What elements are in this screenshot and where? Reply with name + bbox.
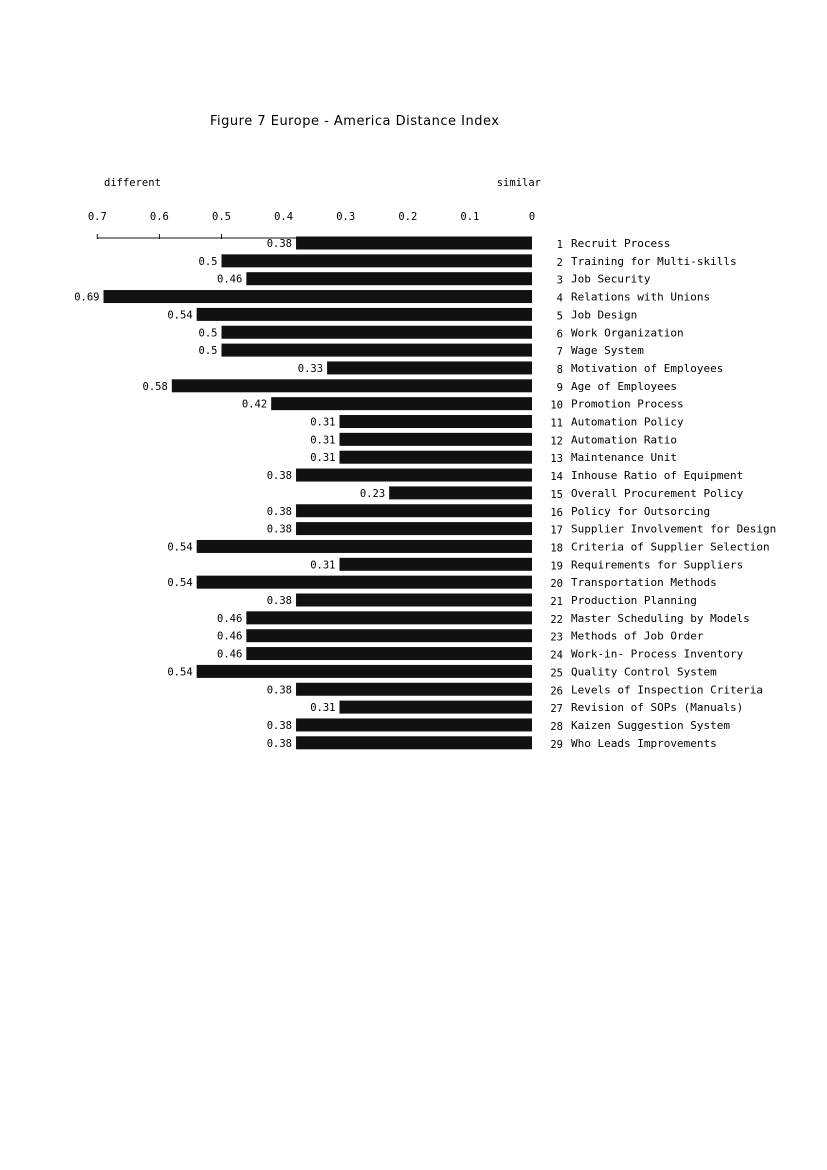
bar-value-label: 0.38 — [266, 470, 293, 483]
bar — [197, 576, 532, 589]
bar — [296, 718, 532, 731]
row-index: 15 — [550, 488, 563, 501]
row-index: 9 — [556, 381, 563, 394]
row-index: 26 — [550, 685, 563, 698]
bar-value-label: 0.38 — [266, 684, 293, 697]
category-label: Inhouse Ratio of Equipment — [571, 469, 744, 483]
row-index: 20 — [550, 578, 563, 591]
category-label: Job Design — [571, 308, 638, 322]
row-index: 28 — [550, 720, 563, 733]
bar-value-label: 0.38 — [266, 737, 293, 750]
bar-value-label: 0.31 — [310, 416, 336, 429]
bar — [197, 540, 532, 553]
bar-value-label: 0.5 — [198, 255, 218, 268]
bar — [339, 433, 532, 446]
tick-label: 0 — [528, 211, 536, 223]
category-label: Criteria of Supplier Selection — [571, 540, 770, 554]
category-label: Requirements for Suppliers — [571, 558, 744, 572]
bar — [246, 272, 532, 285]
category-label: Work Organization — [571, 326, 684, 340]
category-label: Who Leads Improvements — [571, 736, 717, 750]
bar-value-label: 0.54 — [167, 666, 193, 679]
bar — [296, 504, 532, 517]
bar-value-label: 0.46 — [217, 630, 243, 643]
bar-value-label: 0.5 — [198, 345, 218, 358]
category-label: Kaizen Suggestion System — [571, 718, 730, 732]
category-label: Age of Employees — [571, 379, 677, 393]
category-label: Training for Multi-skills — [571, 254, 737, 268]
row-index: 2 — [556, 256, 563, 269]
bar — [296, 237, 532, 250]
bar — [327, 361, 532, 374]
row-index: 29 — [550, 738, 563, 751]
category-label: Transportation Methods — [571, 576, 717, 590]
category-label: Overall Procurement Policy — [571, 486, 744, 500]
bar — [296, 736, 532, 749]
row-index: 6 — [556, 328, 563, 341]
bar-value-label: 0.5 — [198, 327, 218, 340]
category-label: Quality Control System — [571, 665, 717, 679]
bar-value-label: 0.33 — [297, 362, 324, 375]
tick-label: 0.1 — [460, 211, 480, 223]
category-label: Promotion Process — [571, 397, 684, 411]
row-index: 25 — [550, 667, 563, 680]
axis-label-different: different — [104, 177, 161, 189]
bar-value-label: 0.54 — [167, 309, 193, 322]
bar-value-label: 0.69 — [74, 291, 100, 304]
tick-label: 0.6 — [149, 211, 169, 223]
category-label: Recruit Process — [571, 237, 671, 250]
category-label: Motivation of Employees — [571, 361, 724, 375]
bar — [296, 522, 532, 535]
bar-value-label: 0.46 — [217, 612, 243, 625]
tick-label: 0.2 — [398, 211, 418, 223]
bar-value-label: 0.38 — [266, 238, 293, 250]
category-label: Automation Ratio — [571, 433, 677, 447]
row-index: 22 — [550, 613, 563, 626]
bar-value-label: 0.38 — [266, 523, 293, 536]
row-index: 19 — [550, 560, 563, 573]
row-index: 11 — [550, 417, 563, 430]
bar — [339, 701, 532, 714]
bar-value-label: 0.54 — [167, 577, 193, 590]
row-index: 12 — [550, 435, 563, 448]
row-index: 8 — [556, 363, 563, 376]
bar-value-label: 0.31 — [310, 702, 336, 715]
bar — [104, 290, 532, 303]
axis-label-similar: similar — [496, 177, 541, 189]
row-index: 18 — [550, 542, 563, 555]
row-index: 17 — [550, 524, 563, 537]
category-label: Relations with Unions — [571, 290, 711, 304]
category-label: Master Scheduling by Models — [571, 611, 750, 625]
bar-value-label: 0.38 — [266, 595, 293, 607]
row-index: 7 — [556, 346, 563, 359]
bar-value-label: 0.23 — [359, 487, 386, 500]
row-index: 24 — [550, 649, 563, 662]
row-index: 13 — [550, 453, 563, 466]
row-index: 27 — [550, 703, 563, 716]
bar-value-label: 0.54 — [167, 541, 193, 554]
row-index: 23 — [550, 631, 563, 644]
category-label: Methods of Job Order — [571, 629, 704, 643]
bar-value-label: 0.31 — [310, 434, 336, 447]
bar — [339, 451, 532, 464]
category-label: Wage System — [571, 344, 644, 358]
bar-value-label: 0.42 — [241, 398, 268, 411]
tick-label: 0.3 — [336, 211, 356, 223]
bar-value-label: 0.46 — [217, 648, 243, 661]
row-index: 4 — [556, 292, 563, 305]
bar-value-label: 0.58 — [142, 380, 168, 393]
category-label: Policy for Outsorcing — [571, 504, 711, 518]
bar — [296, 683, 532, 696]
row-index: 14 — [550, 471, 563, 484]
bar — [339, 415, 532, 428]
x-axis-ticks — [88, 211, 535, 239]
bar — [222, 254, 533, 267]
category-label: Supplier Involvement for Design — [571, 522, 777, 536]
bar — [197, 665, 532, 678]
category-label: Automation Policy — [571, 415, 684, 429]
row-index: 16 — [550, 506, 563, 519]
category-label: Maintenance Unit — [571, 451, 677, 465]
bar — [389, 486, 532, 499]
bar — [222, 326, 533, 339]
row-index: 3 — [556, 274, 563, 287]
tick-label: 0.5 — [212, 211, 231, 223]
row-index: 21 — [550, 596, 563, 608]
category-label: Production Planning — [571, 594, 697, 607]
bar — [271, 397, 532, 410]
bar-value-label: 0.38 — [266, 505, 293, 518]
bar — [172, 379, 532, 392]
row-index: 10 — [550, 399, 563, 412]
row-index: 1 — [556, 239, 563, 251]
bar — [339, 558, 532, 571]
bar — [296, 594, 532, 607]
bar-value-label: 0.31 — [310, 452, 336, 465]
bar — [197, 308, 532, 321]
bar — [296, 469, 532, 482]
tick-label: 0.7 — [87, 211, 107, 223]
bar — [246, 629, 532, 642]
bar — [246, 611, 532, 624]
category-label: Work-in- Process Inventory — [571, 647, 744, 661]
category-label: Revision of SOPs (Manuals) — [571, 701, 744, 715]
bar-value-label: 0.31 — [310, 559, 336, 572]
bar — [246, 647, 532, 660]
bar — [222, 344, 533, 357]
category-label: Job Security — [571, 272, 651, 286]
bar-value-label: 0.46 — [217, 273, 243, 286]
tick-label: 0.4 — [274, 211, 294, 223]
chart-title: Figure 7 Europe - America Distance Index — [210, 114, 500, 129]
row-index: 5 — [556, 310, 563, 323]
bar-value-label: 0.38 — [266, 719, 293, 732]
category-label: Levels of Inspection Criteria — [571, 683, 764, 697]
